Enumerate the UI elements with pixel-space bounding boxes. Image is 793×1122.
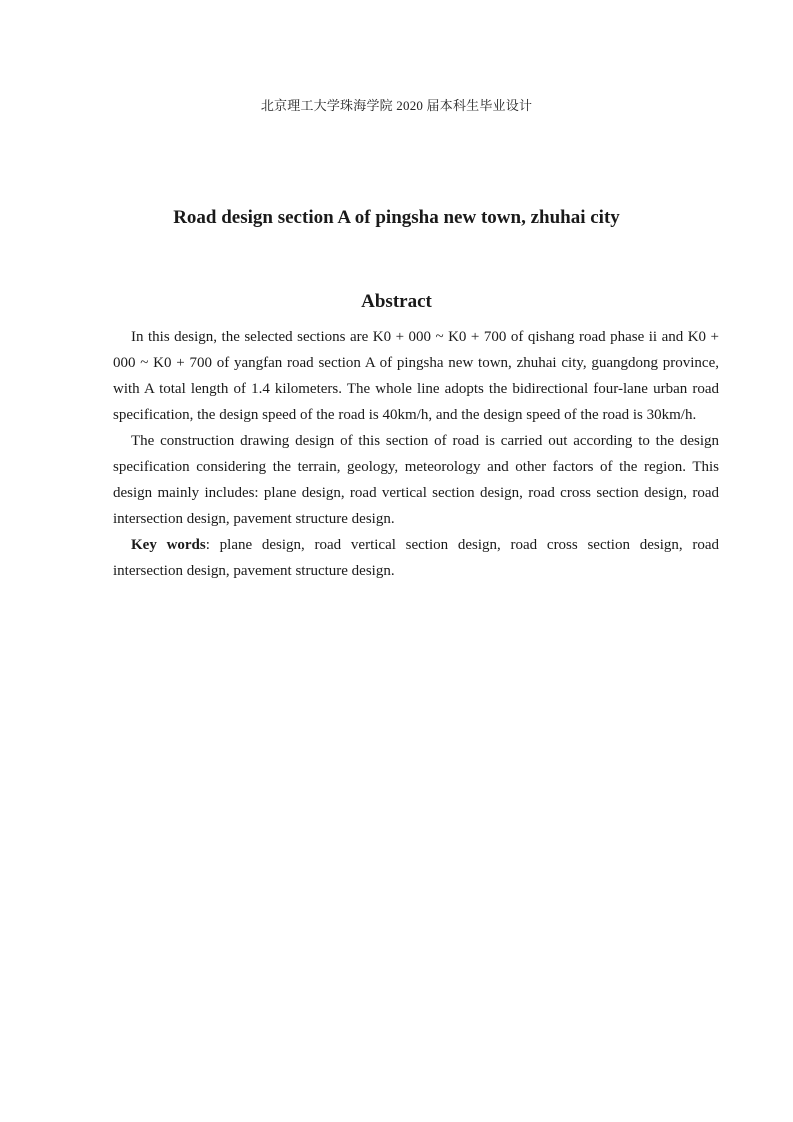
abstract-paragraph-2: The construction drawing design of this section of road is carried out according to the design specification considering the terrain, geology, meteorology and other factors of the region. This design mainly includes: plane design, road vertical section design, road cross section design, road intersection design, pavement structure design.: [113, 433, 719, 527]
document-title: Road design section A of pingsha new town, zhuhai city: [173, 207, 620, 228]
keywords-paragraph: [113, 532, 719, 584]
running-header: 北京理工大学珠海学院 2020 届本科生毕业设计: [260, 98, 533, 113]
keywords-text: : plane design, road vertical section design, road cross section design, road intersection design, pavement structure design.: [113, 537, 720, 579]
keywords-label: Key words: [131, 537, 206, 553]
abstract-paragraph-1: In this design, the selected sections are K0 + 000 ~ K0 + 700 of qishang road phase ii and K0 + 000 ~ K0 + 700 of yangfan road section A of pingsha new town, zhuhai city, guangdong province, with A total length of 1.4 kilometers. The whole line adopts the bidirectional four-lane urban road specification, the design speed of the road is 40km/h, and the design speed of the road is 30km/h.: [113, 329, 719, 423]
abstract-body: [113, 324, 719, 584]
abstract-heading: Abstract: [361, 291, 432, 312]
